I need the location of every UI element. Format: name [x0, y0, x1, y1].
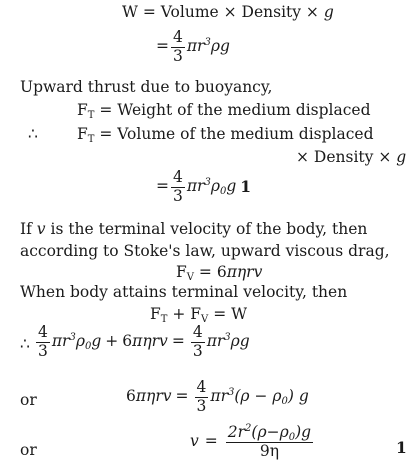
therefore-symbol: ∴	[20, 335, 30, 353]
terminal-velocity-result-line: v = $\frac{2r^2(\rho-\rho_0)g}{9\eta}$	[190, 423, 312, 460]
fraction-four-thirds: $\frac{4}{3}$	[173, 168, 183, 205]
mark-one: 1	[396, 438, 407, 457]
balance-expanded-line: $\frac{4}{3}$ $\pi r^3\rho_0g$ + 6πηrv = $\frac{4}{3}$ $\pi r^3\rho g$	[38, 323, 250, 360]
fraction-four-thirds: $\frac{4}{3}$	[192, 323, 203, 360]
fraction-four-thirds: $\frac{4}{3}$	[38, 323, 48, 360]
thrust-weight-line: $F_T$ = Weight of the medium displaced	[77, 101, 371, 121]
weight-expression-line: = $\frac{4}{3}$ $\pi r^3\rho g$	[156, 28, 230, 65]
drag-equality-line: 6πηrv = $\frac{4}{3}$ $\pi r^3(\rho - \rho_0)$ g	[126, 378, 309, 415]
times-density-line: × Density × g	[296, 148, 407, 166]
viscous-drag-line: $F_V = 6\pi\eta rv$	[176, 263, 263, 283]
fraction-four-thirds: $\frac{4}{3}$	[196, 378, 207, 415]
therefore-symbol: ∴	[28, 125, 38, 143]
upward-thrust-heading: Upward thrust due to buoyancy,	[20, 78, 273, 96]
mark-one: 1	[240, 177, 252, 197]
force-balance-line: $F_T + F_V = W$	[150, 305, 248, 325]
attains-line: When body attains terminal velocity, then	[20, 283, 348, 301]
velocity-fraction: $\frac{2r^2(\rho-\rho_0)g}{9\eta}$	[227, 423, 312, 460]
thrust-volume-line: $F_T$ = Volume of the medium displaced	[77, 125, 374, 145]
fraction-four-thirds: $\frac{4}{3}$	[173, 28, 183, 65]
or-label: or	[20, 441, 37, 459]
or-label: or	[20, 391, 37, 409]
weight-formula-line: W = Volume × Density × g	[122, 3, 334, 21]
terminal-velocity-intro-2: according to Stoke's law, upward viscous drag,	[20, 242, 390, 260]
terminal-velocity-intro-1: If v is the terminal velocity of the body, then	[20, 220, 368, 238]
thrust-expression-line: = $\frac{4}{3}$ $\pi r^3\rho_0g$ 1	[156, 168, 252, 205]
